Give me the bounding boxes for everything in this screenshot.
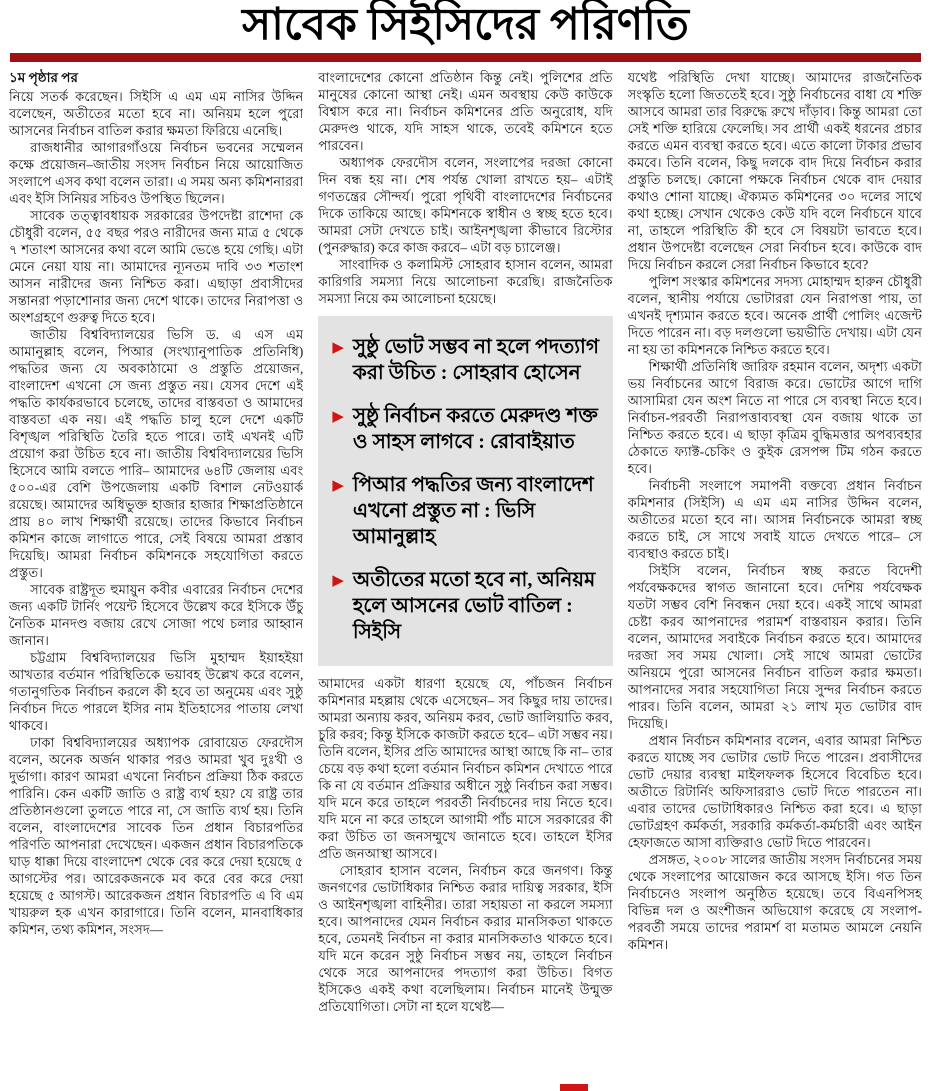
pullquote-item (332, 472, 600, 550)
paragraph: বাংলাদেশের কোনো প্রতিষ্ঠান কিন্তু নেই। পুলিশের প্রতি মানুষের কোনো আস্থা নেই। এমন অবস্থায় কেউ কাউকে বিশ্বাস করে না। নির্বাচন কমিশনের প্রতি অনুরোধ, যদি মেরুদণ্ড থাকে, যদি সাহস থাকে, তবেই কমিশনে হতে পারবেন। (318, 70, 613, 154)
pullquote-text: সুষ্ঠু নির্বাচন করতে মেরুদণ্ড শক্ত ও সাহস লাগবে : রোবাইয়াত (352, 405, 598, 454)
pullquote-text: সুষ্ঠু ভোট সম্ভব না হলে পদত্যাগ করা উচিত : সোহরাব হোসেন (352, 336, 599, 385)
paragraph: সাংবাদিক ও কলামিস্ট সোহরাব হাসান বলেন, আমরা কারিগরি সমস্যা নিয়ে আলোচনা করেছি। রাজনৈতিক সমস্যা নিয়ে কম আলোচনা হয়েছে। (318, 257, 613, 307)
next-headline-peek-fill (560, 1084, 588, 1091)
paragraph: চট্টগ্রাম বিশ্ববিদ্যালয়ের ভিসি মুহাম্মদ ইয়াহইয়া আখতার বর্তমান পরিস্থিতিকে ভয়াবহ উল্লেখ করে বলেন, গতানুগতিক নির্বাচন করলে কী হবে তা অনুমেয় এবং সুষ্ঠু নির্বাচন দিতে পারলে ইসির নাম ইতিহাসের পাতায় লেখা থাকবে। (9, 650, 304, 734)
paragraph: সিইসি বলেন, নির্বাচন স্বচ্ছ করতে বিদেশী পর্যবেক্ষকদের স্বাগত জানানো হবে। দেশিয় পর্যবেক্ষক যতটা সম্ভব বেশি নিবন্ধন দেয়া হবে। একই সাথে আমরা চেষ্টা করব আপনাদের পরামর্শ বাস্তবায়ন করার। তিনি বলেন, আমাদের সবাইকে নির্বাচন করতে হবে। আমাদের দরজা সব সময় খোলা। সেই সাথে আমরা ভোটের অনিয়মে পুরো আসনের নির্বাচন বাতিল করার ক্ষমতা। আপনাদের সবার সহযোগিতা নিয়ে সুন্দর নির্বাচন করতে পারব। তিনি বলেন, আমরা ২১ লাখ মৃত ভোটার বাদ দিয়েছি। (627, 563, 922, 732)
paragraph: শিক্ষার্থী প্রতিনিধি জারিফ রহমান বলেন, অদৃশ্য একটা ভয় নির্বাচনের আগে বিরাজ করে। ভোটের আগে দাগি আসামিরা যেন অংশ নিতে না পারে সে ব্যবস্থা নিতে হবে। নির্বাচন-পরবর্তী নিরাপত্তাব্যবস্থা যেন বজায় থাকে তা নিশ্চিত করতে হবে। এ ছাড়া কৃত্রিম বুদ্ধিমত্তার অপব্যবহার ঠেকাতে ফ্যাক্ট-চেকিং ও কুইক রেসপন্স টিম গঠন করতে হবে। (627, 359, 922, 477)
column-right (628, 69, 922, 1087)
paragraph: পুলিশ সংস্কার কমিশনের সদস্য মোহাম্মদ হারুন চৌধুরী বলেন, স্থানীয় পর্যায়ে ভোটাররা যেন নিরাপত্তা পায়, তা এখনই দৃশ্যমান করতে হবে। অনেক প্রার্থী পোলিং এজেন্ট দিতে পারেন না। বড় দলগুলো ভয়ভীতি দেখায়। এটা যেন না হয় তা কমিশনকে নিশ্চিত করতে হবে। (627, 274, 922, 358)
paragraph: নির্বাচনী সংলাপে সমাপনী বক্তব্যে প্রধান নির্বাচন কমিশনার (সিইসি) এ এম এম নাসির উদ্দিন বলেন, অতীতের মতো হবে না। আসন্ন নির্বাচনকে আমরা স্বচ্ছ করতে চাই, সে সাথে সবাই যাতে দেখতে পারে– সে ব্যবস্থাও করতে চাই। (627, 478, 922, 562)
paragraph: আমাদের একটা ধারণা হয়েছে যে, পাঁচজন নির্বাচন কমিশনার মহল্লায় থেকে এসেছেন– সব কিছুর দায় তাদের। আমরা অন্যায় করব, অনিয়ম করব, ভোট জালিয়াতি করব, চুরি করব; কিন্তু ইসিকে কাজটা করতে হবে– এটা সম্ভব নয়। তিনি বলেন, ইসির প্রতি আমাদের আস্থা আছে কি না– তার চেয়ে বড় কথা হলো বর্তমান নির্বাচন কমিশন দেখাতে পারে কি না যে বর্তমান প্রক্রিয়ার অধীনে সুষ্ঠু নির্বাচন করা সম্ভব। যদি মনে করে তাহলে পরবর্তী নির্বাচনের দায় নিতে হবে। যদি মনে না করে তাহলে আগামী পাঁচ মাসে সরকারের কী করা উচিত তা জনসম্মুখে জানাতে হবে। তাহলে ইসির প্রতি জনআস্থা আসবে। (318, 676, 613, 862)
paragraph: অধ্যাপক ফেরদৌস বলেন, সংলাপের দরজা কোনো দিন বন্ধ হয় না। শেষ পর্যন্ত খোলা রাখতে হয়– এটাই গণতন্ত্রের সৌন্দর্য। পুরো পৃথিবী বাংলাদেশের নির্বাচনের দিকে তাকিয়ে আছে। কমিশনকে স্বাধীন ও স্বচ্ছ হতে হবে। আমরা সেটা দেখতে চাই। আইনশৃঙ্খলা কীভাবে রিস্টোর (পুনরুদ্ধার) করে কাজ করবে– এটা বড় চ্যালেঞ্জ। (318, 155, 613, 256)
paragraph: সোহরাব হাসান বলেন, নির্বাচন করে জনগণ। কিন্তু জনগণের ভোটাধিকার নিশ্চিত করার দায়িত্ব সরকার, ইসি ও আইনশৃঙ্খলা বাহিনীর। তারা সহায়তা না করলে সমস্যা হবে। আপনাদের যেমন নির্বাচন করার মানসিকতা থাকতে হবে, তেমনই নির্বাচন না করার মানসিকতাও থাকতে হবে। যদি মনে করেন সুষ্ঠু নির্বাচন সম্ভব নয়, তাহলে নির্বাচন থেকে সরে আপনাদের পদত্যাগ করা উচিত। বিগত ইসিকেও একই কথা বলেছিলাম। নির্বাচন মানেই উন্মুক্ত প্রতিযোগিতা। সেটা না হলে যথেষ্ট— (318, 863, 613, 1015)
pullquote-item (332, 567, 600, 645)
triangle-bullet-icon: ▶ (332, 571, 344, 590)
pullquote-item (332, 403, 600, 455)
triangle-bullet-icon: ▶ (332, 407, 344, 426)
article-body (9, 69, 922, 1087)
paragraph: ঢাকা বিশ্ববিদ্যালয়ের অধ্যাপক রোবায়েত ফেরদৌস বলেন, অনেক অর্জন থাকার পরও আমরা খুব দুঃখী ও দুর্ভাগা। কারণ আমরা এখনো নির্বাচন প্রক্রিয়া ঠিক করতে পারিনি। কেন একটি জাতি ও রাষ্ট্র ব্যর্থ হয়? যে রাষ্ট্র তার প্রতিষ্ঠানগুলো তুলতে পারে না, সে জাতি ব্যর্থ হয়। তিনি বলেন, বাংলাদেশের সাবেক তিন প্রধান বিচারপতির পরিণতি আপনারা দেখেছেন। একজন প্রধান বিচারপতিকে ঘাড় ধাক্কা দিয়ে বাংলাদেশ থেকে বের করে দেয়া হয়েছে ৫ আগস্টের পর। আরেকজনকে মব করে বের করে দেয়া হয়েছে ৫ আগস্ট। আরেকজন প্রধান বিচারপতি এ বি এম খায়রুল হক এখন কারাগারে। তিনি বলেন, মানবাধিকার কমিশন, তথ্য কমিশন, সংসদ— (9, 735, 304, 938)
column-left (9, 69, 303, 1087)
pullquote-item (332, 334, 600, 386)
paragraph: রাজধানীর আগারগাঁওয়ে নির্বাচন ভবনের সম্মেলন কক্ষে প্রয়োজন–জাতীয় সংসদ নির্বাচন নিয়ে আয়োজিত সংলাপে এসব কথা বলেন তারা। এ সময় অন্য কমিশনাররা এবং ইসি সিনিয়র সচিবও উপস্থিত ছিলেন। (9, 140, 304, 207)
pullquote-text: পিআর পদ্ধতির জন্য বাংলাদেশ এখনো প্রস্তুত না : ভিসি আমানুল্লাহ (352, 474, 594, 549)
paragraph: জাতীয় বিশ্ববিদ্যালয়ের ভিসি ড. এ এস এম আমানুল্লাহ বলেন, পিআর (সংখ্যানুপাতিক প্রতিনিধি) পদ্ধতির জন্য যে অবকাঠামো ও প্রস্তুতি প্রয়োজন, বাংলাদেশ এখনো সে জন্য প্রস্তুত নয়। যেসব দেশে এই পদ্ধতি কার্যকরভাবে চলেছে, তাদের বাস্তবতা ও আমাদের বাস্তবতা এক নয়। এই পদ্ধতি চালু হলে দেশে একটি বিশৃঙ্খল পরিস্থিতি তৈরি হতে পারে। তাই এখনই এটি প্রয়োগ করা উচিত হবে না। জাতীয় বিশ্ববিদ্যালয়ের ভিসি হিসেবে আমি বলতে পারি– আমাদের ৬৪টি জেলায় এবং ৫০০-এর বেশি উপজেলায় একটি বিশাল নেটওয়ার্ক রয়েছে। আমাদের অধিভুক্ত হাজার হাজার শিক্ষাপ্রতিষ্ঠানে প্রায় ৪০ লাখ শিক্ষার্থী রয়েছে। তাদের কিভাবে নির্বাচন কমিশন কাজে লাগাতে পারে, সেই বিষয়ে আমরা প্রস্তাব দিয়েছি। আমরা নির্বাচন কমিশনকে সহযোগিতা করতে প্রস্তুত। (9, 327, 304, 581)
paragraph: প্রসঙ্গত, ২০০৮ সালের জাতীয় সংসদ নির্বাচনের সময় থেকে সংলাপের আয়োজন করে আসছে ইসি। গত তিন নির্বাচনেও সংলাপ অনুষ্ঠিত হয়েছে। তবে বিএনপিসহ বিভিন্ন দল ও অংশীজন অভিযোগ করেছে যে সংলাপ-পরবর্তী সময়ে তাদের পরামর্শ বা মতামত আমলে নেয়নি কমিশন। (627, 852, 922, 953)
paragraph: প্রধান নির্বাচন কমিশনার বলেন, এবার আমরা নিশ্চিত করতে যাচ্ছে সব ভোটার ভোট দিতে পারেন। প্রবাসীদের ভোট দেয়ার ব্যবস্থা মাইলফলক হিসেবে বিবেচিত হবে। অতীতে রিটার্নিং অফিসাররাও ভোট দিতে পারতেন না। এবার তাদের ভোটাধিকারও নিশ্চিত করা হবে। এ ছাড়া ভোটগ্রহণ কর্মকর্তা, সরকারি কর্মকর্তা-কর্মচারী এবং আইন হেফাজতে আসা ব্যক্তিরাও ভোট দিতে পারবেন। (627, 733, 922, 851)
continued-from-label: ১ম পৃষ্ঠার পর (9, 70, 78, 86)
paragraph: নিয়ে সতর্ক করেছেন। সিইসি এ এম এম নাসির উদ্দিন বলেছেন, অতীতের মতো হবে না। অনিয়ম হলে পুরো আসনের নির্বাচন বাতিল করার ক্ষমতা ফিরিয়ে এনেছি। (9, 89, 304, 139)
column-middle-top-paragraphs (318, 69, 612, 307)
paragraph: সাবেক রাষ্ট্রদূত হুমায়ুন কবীর এবারের নির্বাচন দেশের জন্য একটি টার্নিং পয়েন্ট হিসেবে উল্লেখ করে ইসিকে উঁচু নৈতিক মানদণ্ড বজায় রেখে সোজা পথে চলার আহ্বান জানান। (9, 582, 304, 649)
pullquote-text: অতীতের মতো হবে না, অনিয়ম হলে আসনের ভোট বাতিল : সিইসি (352, 569, 596, 644)
article-headline: সাবেক সিইসিদের পরিণতি (242, 0, 689, 49)
paragraph: যথেষ্ট পরিস্থিতি দেখা যাচ্ছে। আমাদের রাজনৈতিক সংস্কৃতি হলো জিততেই হবে। সুষ্ঠু নির্বাচনের বাধা যে শক্তি আসবে আমরা তার বিরুদ্ধে রুখে দাঁড়াব। কিন্তু আমরা তো সেই শক্তি হারিয়ে ফেলেছি। সব প্রার্থী একই ধরনের প্রচার করতে এমন ব্যবস্থা করতে হবে। এতে কালো টাকার প্রভাব কমবে। তিনি বলেন, কিছু দলকে বাদ দিয়ে নির্বাচন করার প্রস্তুতি চলছে। কোনো পক্ষকে নির্বাচন থেকে বাদ দেয়ার কথাও শোনা যাচ্ছে। ঐক্যমত কমিশনের ৩০ দলের সাথে কথা হচ্ছে। সেখান থেকেও কেউ যদি বলে নির্বাচনে যাবে না, তাহলে পরিস্থিতি কী হবে সে বিষয়টা ভাবতে হবে। প্রধান উপদেষ্টা বলেছেন সেরা নির্বাচন হবে। কাউকে বাদ দিয়ে নির্বাচন করলে সেরা নির্বাচন কিভাবে হবে? (627, 70, 922, 273)
next-headline-peek (560, 1084, 588, 1091)
column-left-paragraphs (9, 88, 303, 938)
column-right-paragraphs (628, 69, 922, 953)
triangle-bullet-icon: ▶ (332, 338, 344, 357)
column-middle (318, 69, 612, 1087)
paragraph: সাবেক তত্ত্বাবধায়ক সরকারের উপদেষ্টা রাশেদা কে চৌধুরী বলেন, ৫৫ বছর পরও নারীদের জন্য মাত্র ৫ থেকে ৭ শতাংশ আসনের কথা বলে আমি ভেঙে হয়ে গেছি। এটা মেনে নেয়া যায় না। আমাদের ন্যূনতম দাবি ৩৩ শতাংশ আসন নারীদের জন্য নিশ্চিত করা। এছাড়া প্রবাসীদের সন্তানরা পড়াশোনার জন্য দেশে থাকে। তাদের নিরাপত্তা ও অংশগ্রহণে গুরুত্ব দিতে হবে। (9, 208, 304, 326)
triangle-bullet-icon: ▶ (332, 476, 344, 495)
pullquote-box (318, 316, 612, 666)
column-middle-bottom-paragraphs (318, 675, 612, 1015)
headline-rule (10, 53, 921, 62)
